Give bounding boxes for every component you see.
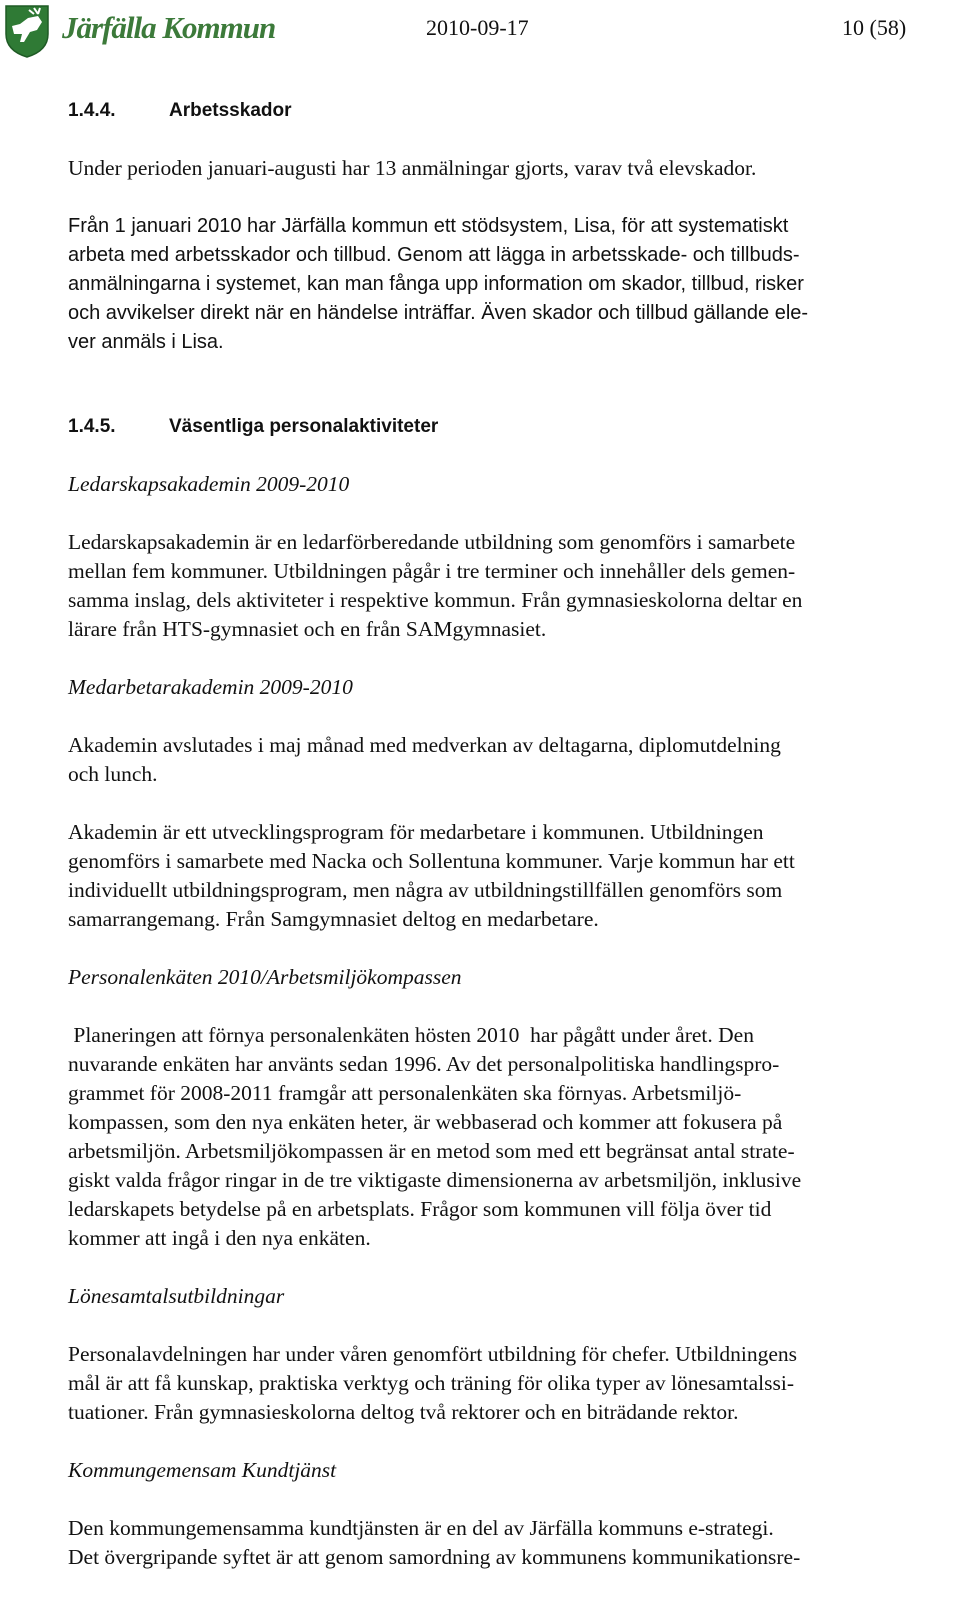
text-line: ledarskapets betydelse på en arbetsplats. Frågor som kommunen vill följa över tid bbox=[68, 1197, 772, 1221]
text-line: samma inslag, dels aktiviteter i respektive kommun. Från gymnasieskolorna deltar en bbox=[68, 588, 803, 612]
section-number: 1.4.5. bbox=[68, 416, 116, 437]
text-line: nuvarande enkäten har använts sedan 1996. Av det personalpolitiska handlingspro- bbox=[68, 1052, 780, 1076]
text-line: kommer att ingå i den nya enkäten. bbox=[68, 1226, 371, 1250]
text-line: Planeringen att förnya personalenkäten hösten 2010 har pågått under året. Den bbox=[68, 1023, 754, 1047]
text-line: anmälningarna i systemet, kan man fånga upp information om skador, tillbud, risker bbox=[68, 273, 804, 295]
text-line: kompassen, som den nya enkäten heter, är webbaserad och kommer att fokusera på bbox=[68, 1110, 783, 1134]
document-body bbox=[68, 97, 930, 1572]
text-line: och avvikelser direkt när en händelse inträffar. Även skador och tillbud gällande ele- bbox=[68, 302, 809, 324]
text-line: lärare från HTS-gymnasiet och en från SAMgymnasiet. bbox=[68, 617, 547, 641]
text-line: grammet för 2008-2011 framgår att personalenkäten ska förnyas. Arbetsmiljö- bbox=[68, 1081, 742, 1105]
paragraph bbox=[68, 528, 930, 644]
text-line: mellan fem kommuner. Utbildningen pågår i tre terminer och innehåller dels gemen- bbox=[68, 559, 796, 583]
text-line: genomförs i samarbete med Nacka och Sollentuna kommuner. Varje kommun har ett bbox=[68, 849, 795, 873]
section-title: Väsentliga personalaktiviteter bbox=[169, 416, 439, 437]
text-line: Den kommungemensamma kundtjänsten är en del av Järfälla kommuns e-strategi. bbox=[68, 1516, 774, 1540]
subsection-title: Lönesamtalsutbildningar bbox=[68, 1284, 285, 1308]
subsection-title: Medarbetarakademin 2009-2010 bbox=[68, 675, 353, 699]
page-number: 10 (58) bbox=[842, 15, 907, 40]
text-line: Ledarskapsakademin är en ledarförberedande utbildning som genomförs i samarbete bbox=[68, 530, 796, 554]
paragraph bbox=[68, 1340, 930, 1427]
subsection-title: Ledarskapsakademin 2009-2010 bbox=[68, 472, 350, 496]
section-title: Arbetsskador bbox=[169, 100, 292, 121]
page-header bbox=[0, 0, 960, 62]
text-line: individuellt utbildningsprogram, men några av utbildningstillfällen genomförs som bbox=[68, 878, 783, 902]
text-line: Under perioden januari-augusti har 13 anmälningar gjorts, varav två elevskador. bbox=[68, 156, 757, 180]
text-line: samarrangemang. Från Samgymnasiet deltog en medarbetare. bbox=[68, 907, 599, 931]
paragraph bbox=[68, 1514, 930, 1572]
logo-wordmark: Järfälla Kommun bbox=[62, 10, 276, 45]
text-line: Från 1 januari 2010 har Järfälla kommun ett stödsystem, Lisa, för att systematiskt bbox=[68, 215, 789, 237]
text-line: Akademin är ett utvecklingsprogram för medarbetare i kommunen. Utbildningen bbox=[68, 820, 764, 844]
text-line: ver anmäls i Lisa. bbox=[68, 331, 224, 353]
text-line: tuationer. Från gymnasieskolorna deltog två rektorer och en biträdande rektor. bbox=[68, 1400, 739, 1424]
text-line: och lunch. bbox=[68, 762, 158, 786]
section-number: 1.4.4. bbox=[68, 100, 116, 121]
text-line: Det övergripande syftet är att genom samordning av kommunens kommunikationsre- bbox=[68, 1545, 801, 1569]
document-date: 2010-09-17 bbox=[426, 15, 529, 40]
text-line: Personalavdelningen har under våren genomfört utbildning för chefer. Utbildningens bbox=[68, 1342, 798, 1366]
text-line: giskt valda frågor ringar in de tre viktigaste dimensionerna av arbetsmiljön, inklusive bbox=[68, 1168, 802, 1192]
paragraph bbox=[68, 154, 930, 183]
subsection-title: Kommungemensam Kundtjänst bbox=[68, 1458, 337, 1482]
paragraph bbox=[68, 212, 930, 357]
municipality-crest-icon bbox=[4, 4, 50, 58]
text-line: arbeta med arbetsskador och tillbud. Genom att lägga in arbetsskade- och tillbuds- bbox=[68, 244, 800, 266]
text-line: mål är att få kunskap, praktiska verktyg och träning för olika typer av lönesamtalssi- bbox=[68, 1371, 795, 1395]
section-heading-personalaktiviteter bbox=[68, 413, 930, 441]
text-line: Akademin avslutades i maj månad med medverkan av deltagarna, diplomutdelning bbox=[68, 733, 781, 757]
paragraph bbox=[68, 731, 930, 789]
paragraph bbox=[68, 1021, 930, 1253]
subsection-title: Personalenkäten 2010/Arbetsmiljökompassen bbox=[68, 965, 462, 989]
paragraph bbox=[68, 818, 930, 934]
section-heading-arbetsskador bbox=[68, 97, 930, 125]
text-line: arbetsmiljön. Arbetsmiljökompassen är en metod som med ett begränsat antal strate- bbox=[68, 1139, 795, 1163]
